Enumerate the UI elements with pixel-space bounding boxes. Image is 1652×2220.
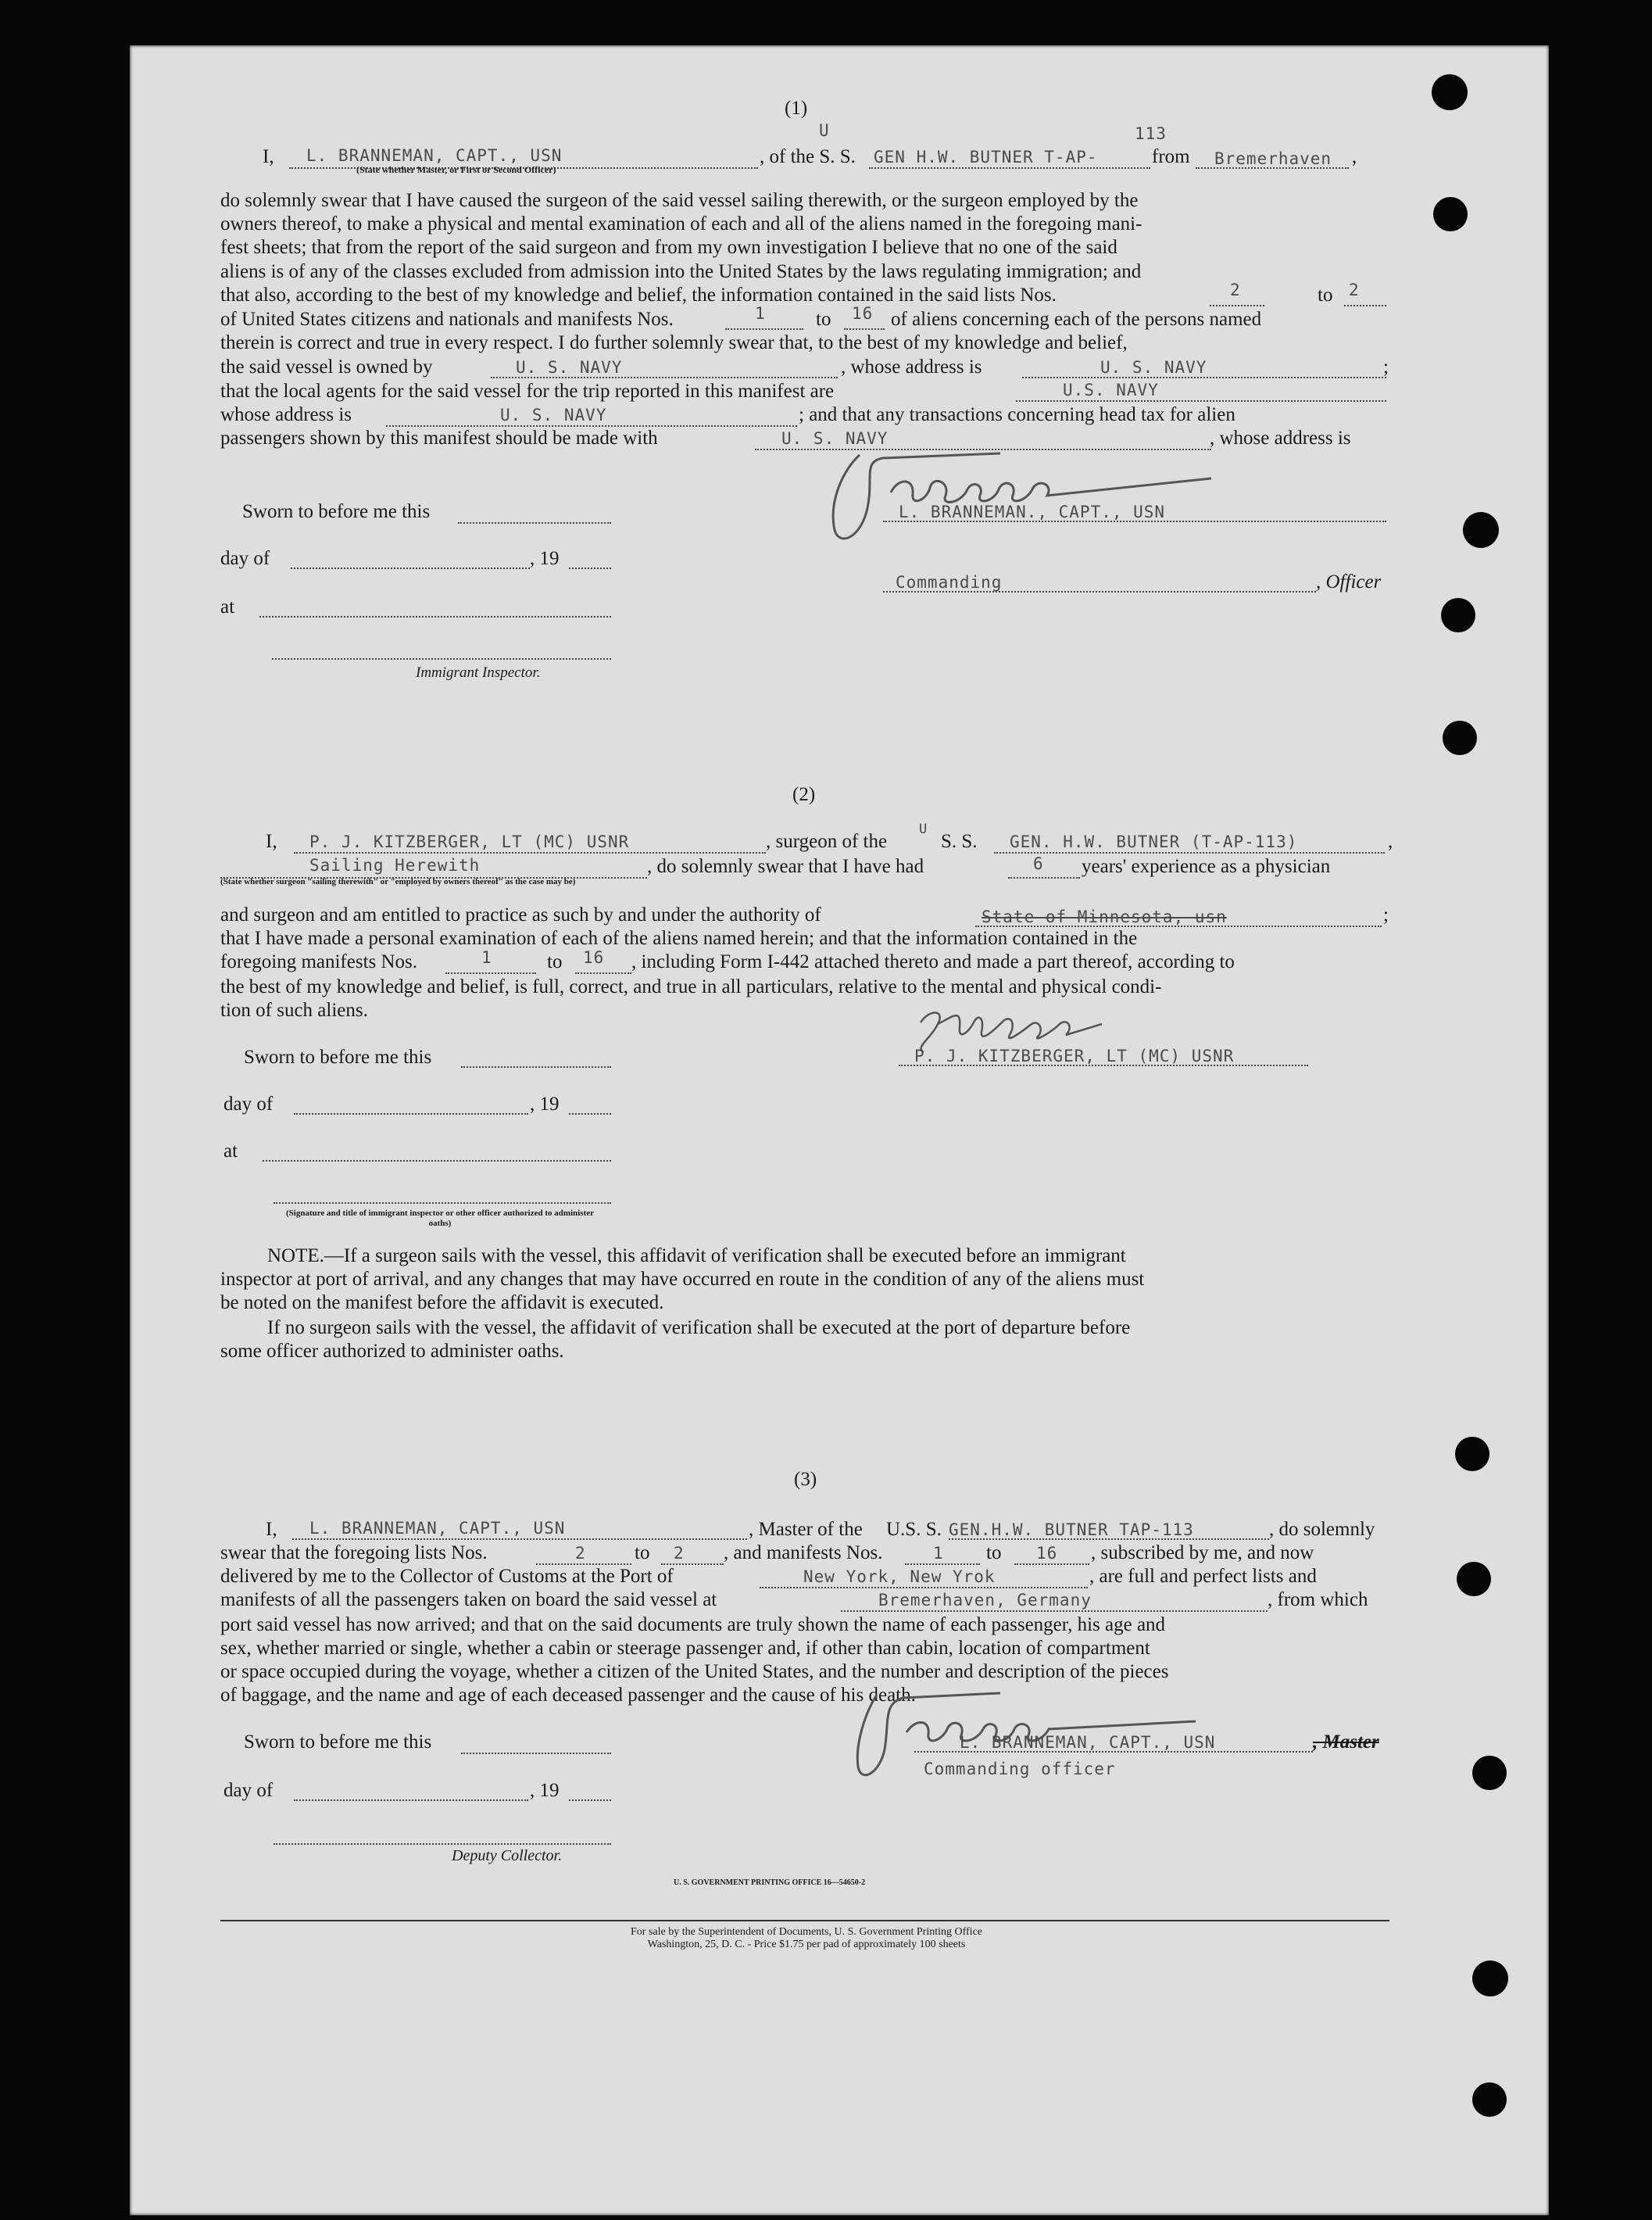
sworn-line xyxy=(461,1066,611,1068)
punch-hole xyxy=(1443,721,1477,755)
oath-line: , do solemnly swear that I have had xyxy=(647,856,924,877)
oath-line: that I have made a personal examination of each of the aliens named herein; and that the information contained in the xyxy=(220,928,1138,949)
day-of-line xyxy=(294,1113,528,1115)
of-the-ss: , of the S. S. xyxy=(760,146,856,167)
manifest-from: 1 xyxy=(481,948,492,967)
year-prefix: , 19 xyxy=(530,548,560,569)
note-line: be noted on the manifest before the affidavit is executed. xyxy=(220,1292,664,1313)
vessel-name: GEN.H.W. BUTNER TAP-113 xyxy=(949,1520,1194,1539)
years-line xyxy=(1008,877,1080,879)
handwritten-113: 113 xyxy=(1135,124,1167,143)
officer-line xyxy=(883,591,1316,593)
manifest-to-line xyxy=(575,972,631,974)
punch-hole xyxy=(1472,1960,1508,1996)
years-experience: 6 xyxy=(1033,854,1044,873)
signature-line xyxy=(914,1751,1313,1753)
captain-signature xyxy=(813,438,1235,555)
oath-line: , and manifests Nos. xyxy=(724,1542,883,1563)
oath-line: owners thereof, to make a physical and mental examination of each and all of the aliens named in the foregoing mani- xyxy=(220,213,1142,235)
manifest-to-line xyxy=(844,328,885,330)
head-tax-party: U. S. NAVY xyxy=(781,429,889,448)
sworn-label: Sworn to before me this xyxy=(242,501,431,522)
ss-label: U.S. S. xyxy=(886,1519,942,1540)
day-of-label: day of xyxy=(220,548,270,569)
punch-hole xyxy=(1441,598,1475,632)
to-label: to xyxy=(1318,285,1333,306)
sworn-label: Sworn to before me this xyxy=(244,1047,432,1068)
oath-line: passengers shown by this manifest should be made with xyxy=(220,428,658,449)
year-prefix: , 19 xyxy=(530,1780,560,1801)
inspector-line xyxy=(272,658,611,660)
oath-line: that the local agents for the said vessel for the trip reported in this manifest are xyxy=(220,381,835,402)
surgeon-vessel: GEN. H.W. BUTNER (T-AP-113) xyxy=(1010,832,1298,851)
oath-line: , including Form I-442 attached thereto and made a part thereof, according to xyxy=(631,951,1235,972)
manifest-from: 1 xyxy=(755,304,766,323)
semicolon: ; xyxy=(1383,904,1389,926)
departure-port: Bremerhaven xyxy=(1214,149,1332,168)
oath-line: therein is correct and true in every respect. I do further solemnly swear that, to the best of my knowledge and belief, xyxy=(220,332,1128,353)
section-number: (2) xyxy=(792,784,816,805)
authority-signature-line xyxy=(274,1202,611,1204)
manifest-from-line xyxy=(445,972,536,974)
surgeon-name: P. J. KITZBERGER, LT (MC) USNR xyxy=(309,832,630,851)
oath-line: or space occupied during the voyage, whether a citizen of the United States, and the number and description of the pieces xyxy=(220,1661,1169,1682)
manifest-to: 16 xyxy=(1036,1544,1058,1563)
pronoun-i: I, xyxy=(266,831,277,852)
list-to: 2 xyxy=(674,1544,685,1563)
oath-line: manifests of all the passengers taken on board the said vessel at xyxy=(220,1589,717,1610)
oath-line: , whose address is xyxy=(1210,428,1351,449)
list-from: 2 xyxy=(1230,281,1241,299)
day-of-line xyxy=(291,568,530,569)
oath-line: sex, whether married or single, whether a cabin or steerage passenger and, if other than cabin, location of compartment xyxy=(220,1638,1150,1659)
punch-hole xyxy=(1455,1437,1489,1471)
section-number: (1) xyxy=(785,98,808,119)
master-caption: (State whether Master, or First or Second Officer) xyxy=(356,164,556,175)
oath-line: , from which xyxy=(1268,1589,1368,1610)
agents-address: U. S. NAVY xyxy=(500,406,607,424)
list-to: 2 xyxy=(1349,281,1360,299)
signature-line xyxy=(883,521,1386,522)
oath-line: aliens is of any of the classes excluded from admission into the United States by the laws regulating immigration; and xyxy=(220,261,1142,282)
handwritten-u: U xyxy=(919,822,928,837)
manifest-from: 1 xyxy=(933,1544,944,1563)
oath-line: swear that the foregoing lists Nos. xyxy=(220,1542,488,1563)
surgeon-of-label: , surgeon of the xyxy=(766,831,888,852)
oath-line: the best of my knowledge and belief, is full, correct, and true in all particulars, relative to the mental and physical condi- xyxy=(220,976,1162,997)
oath-line: port said vessel has now arrived; and that on the said documents are truly shown the name of each passenger, his age and xyxy=(220,1614,1166,1635)
oath-line: foregoing manifests Nos. xyxy=(220,951,418,972)
at-line xyxy=(263,1160,611,1162)
comma: , xyxy=(1388,831,1393,852)
punch-hole xyxy=(1472,1756,1507,1790)
oath-line: , subscribed by me, and now xyxy=(1091,1542,1314,1563)
sale-notice: For sale by the Superintendent of Documents, U. S. Government Printing Office xyxy=(631,1926,982,1938)
arrival-port: New York, New Yrok xyxy=(803,1567,996,1586)
manifest-to: 16 xyxy=(852,304,874,323)
captain-typed-name: L. BRANNEMAN., CAPT., USN xyxy=(899,503,1166,521)
section-number: (3) xyxy=(794,1469,817,1490)
master-label: , Master xyxy=(1313,1731,1379,1753)
to-label: to xyxy=(986,1542,1002,1563)
master-of-label: , Master of the xyxy=(749,1519,863,1540)
year-prefix: , 19 xyxy=(530,1094,560,1115)
oath-line: ; and that any transactions concerning head tax for alien xyxy=(799,404,1235,425)
semicolon: ; xyxy=(1383,356,1389,378)
practice-authority: State of Minnesota, usn xyxy=(982,908,1227,926)
commanding-officer-label: Commanding officer xyxy=(924,1760,1116,1778)
oath-line: years' experience as a physician xyxy=(1082,856,1331,877)
handwritten-u: U xyxy=(819,121,830,140)
officer-label: , Officer xyxy=(1316,571,1382,593)
deputy-label: Deputy Collector. xyxy=(452,1847,563,1864)
from-label: from xyxy=(1152,146,1190,167)
oath-line: delivered by me to the Collector of Customs at the Port of xyxy=(220,1566,674,1587)
ss-label: S. S. xyxy=(941,831,978,852)
pronoun-i: I, xyxy=(263,146,274,167)
punch-hole xyxy=(1472,2082,1507,2117)
oath-line: , do solemnly xyxy=(1269,1519,1375,1540)
deputy-line xyxy=(274,1843,611,1845)
inspector-label: Immigrant Inspector. xyxy=(416,664,541,681)
master-name: L. BRANNEMAN, CAPT., USN xyxy=(306,146,563,165)
oath-line: , are full and perfect lists and xyxy=(1089,1566,1317,1587)
note-line: If no surgeon sails with the vessel, the affidavit of verification shall be executed at the port of departure before xyxy=(267,1317,1131,1338)
day-of-label: day of xyxy=(223,1094,274,1115)
sailing-status: Sailing Herewith xyxy=(309,856,481,875)
vessel-name: GEN H.W. BUTNER T-AP- xyxy=(874,148,1098,166)
to-label: to xyxy=(547,951,563,972)
at-label: at xyxy=(223,1140,238,1162)
commanding-label: Commanding xyxy=(896,573,1003,592)
oath-line: and surgeon and am entitled to practice as such by and under the authority of xyxy=(220,904,821,926)
list-from-line xyxy=(1210,305,1264,306)
manifest-from-line xyxy=(725,328,803,330)
year-line xyxy=(569,1113,611,1115)
note-line: some officer authorized to administer oaths. xyxy=(220,1341,564,1362)
pronoun-i: I, xyxy=(266,1519,277,1540)
punch-hole xyxy=(1463,512,1499,548)
punch-hole xyxy=(1433,197,1468,231)
to-label: to xyxy=(816,309,831,330)
oath-line: whose address is xyxy=(220,404,352,425)
comma: , xyxy=(1352,146,1357,167)
list-to-line xyxy=(1344,305,1386,306)
sworn-line xyxy=(458,522,611,524)
oath-line: that also, according to the best of my knowledge and belief, the information contained in the said lists Nos. xyxy=(220,285,1057,306)
oath-line: of aliens concerning each of the persons named xyxy=(891,309,1262,330)
sale-notice: Washington, 25, D. C. - Price $1.75 per pad of approximately 100 sheets xyxy=(647,1939,966,1950)
oath-line: fest sheets; that from the report of the said surgeon and from my own investigation I believe that no one of the said xyxy=(220,237,1117,258)
to-label: to xyxy=(635,1542,650,1563)
owner-address: U. S. NAVY xyxy=(1100,358,1207,377)
oath-line: , whose address is xyxy=(841,356,982,378)
footer-rule xyxy=(220,1920,1389,1921)
oath-line: tion of such aliens. xyxy=(220,1000,368,1021)
master-name: L. BRANNEMAN, CAPT., USN xyxy=(309,1519,566,1538)
year-line xyxy=(569,1799,611,1801)
vessel-owner: U. S. NAVY xyxy=(516,358,623,377)
sworn-line xyxy=(461,1753,611,1754)
local-agents: U.S. NAVY xyxy=(1063,381,1159,399)
day-of-line xyxy=(294,1799,528,1801)
at-line xyxy=(259,616,611,618)
note-line: inspector at port of arrival, and any changes that may have occurred en route in the condition of any of the aliens must xyxy=(220,1269,1145,1290)
sworn-label: Sworn to before me this xyxy=(244,1731,432,1753)
master-typed-name: L. BRANNEMAN, CAPT., USN xyxy=(960,1733,1216,1752)
punch-hole xyxy=(1457,1562,1491,1596)
year-line xyxy=(569,568,611,569)
oath-line: the said vessel is owned by xyxy=(220,356,433,378)
day-of-label: day of xyxy=(223,1780,274,1801)
sailing-caption: (State whether surgeon "sailing therewith" or "employed by owners thereof" as the case may be) xyxy=(220,877,576,886)
departure-port: Bremerhaven, Germany xyxy=(878,1591,1092,1610)
list-from: 2 xyxy=(575,1544,586,1563)
gpo-imprint: U. S. GOVERNMENT PRINTING OFFICE 16—54650-2 xyxy=(674,1878,866,1887)
at-label: at xyxy=(220,596,235,618)
oath-line: of baggage, and the name and age of each deceased passenger and the cause of his death. xyxy=(220,1685,916,1706)
oath-line: of United States citizens and nationals and manifests Nos. xyxy=(220,309,674,330)
oath-line: do solemnly swear that I have caused the surgeon of the said vessel sailing therewith, or the surgeon employed by the xyxy=(220,190,1139,211)
punch-hole xyxy=(1432,74,1468,110)
surgeon-typed-name: P. J. KITZBERGER, LT (MC) USNR xyxy=(914,1047,1235,1065)
note-line: NOTE.—If a surgeon sails with the vessel, this affidavit of verification shall be executed before an immigrant xyxy=(267,1245,1126,1266)
authority-caption: (Signature and title of immigrant inspector or other officer authorized to administer oaths) xyxy=(285,1208,595,1228)
manifest-to: 16 xyxy=(583,948,605,967)
